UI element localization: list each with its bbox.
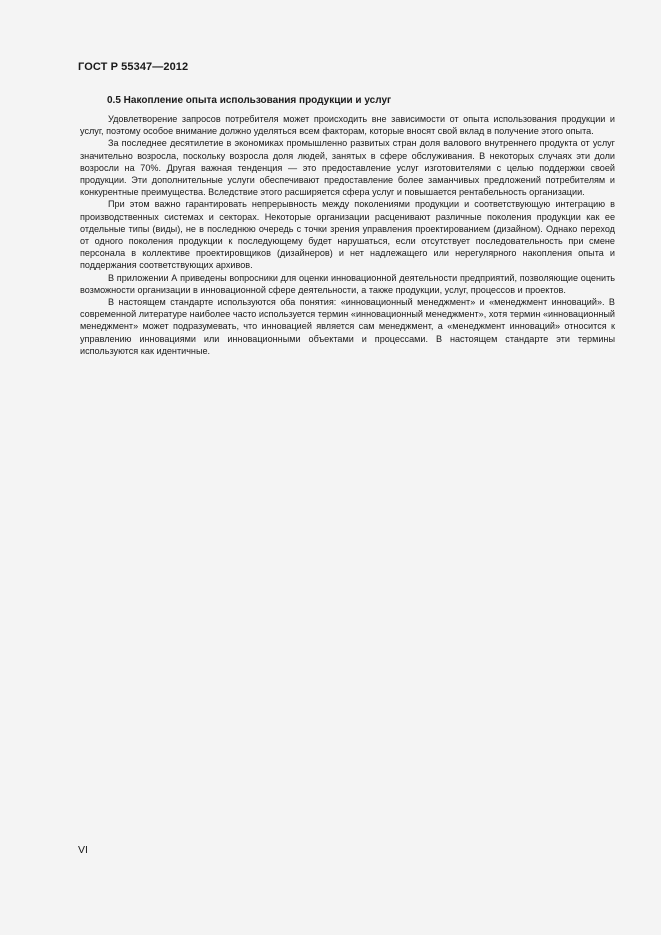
- paragraph-2: За последнее десятилетие в экономиках промышленно развитых стран доля валового внутреннего продукта от услуг значительно возросла, поскольку возросла доля людей, занятых в сфере обслуживания. В некоторых случаях эти доли возросли на 70%. Другая важная тенденция — это предоставление услуг изготовителями с целью поддержки своей продукции. Эти дополнительные услуги обеспечивают предоставление более заманчивых предложений потребителям и конкурентные преимущества. Вследствие этого расширяется сфера услуг и повышается рентабельность организации.: [80, 138, 615, 198]
- paragraph-5: В настоящем стандарте используются оба понятия: «инновационный менеджмент» и «менеджмент инноваций». В современной литературе наиболее часто используется термин «инновационный менеджмент», хотя термин «инновационный менеджмент» может подразумевать, что инновацией является сам менеджмент, а «менеджмент инноваций» относится к управлению инновациями или инновационными объектами и процессами. В настоящем стандарте эти термины используются как идентичные.: [80, 297, 615, 356]
- paragraph-4: В приложении А приведены вопросники для оценки инновационной деятельности предприятий, позволяющие оценить возможности организации в инновационной сфере деятельности, а также продукции, услуг, процессов и проектов.: [80, 272, 615, 295]
- page-number: VI: [78, 844, 88, 856]
- section-body: [80, 113, 615, 357]
- paragraph-1: Удовлетворение запросов потребителя может происходить вне зависимости от опыта использования продукции и услуг, поэтому особое внимание должно уделяться всем факторам, которые вносят свой вклад в получение этого опыта.: [80, 114, 615, 137]
- standard-designation: ГОСТ Р 55347—2012: [78, 61, 189, 73]
- paragraph-3: При этом важно гарантировать непрерывность между поколениями продукции и соответствующую интеграцию в производственных системах и секторах. Некоторые организации расценивают различные поколения продукции как ее отдельные типы (виды), не в последнюю очередь с точки зрения управления проектированием (дизайном). Однако переход от одного поколения продукции к последующему будет нарушаться, если отсутствует последовательность при смене персонала в коллективе проектировщиков (дизайнеров) и нет надлежащего или нерегулярного накопления опыта и поддержания соответствующих архивов.: [80, 199, 615, 271]
- section-heading: 0.5 Накопление опыта использования продукции и услуг: [107, 95, 392, 106]
